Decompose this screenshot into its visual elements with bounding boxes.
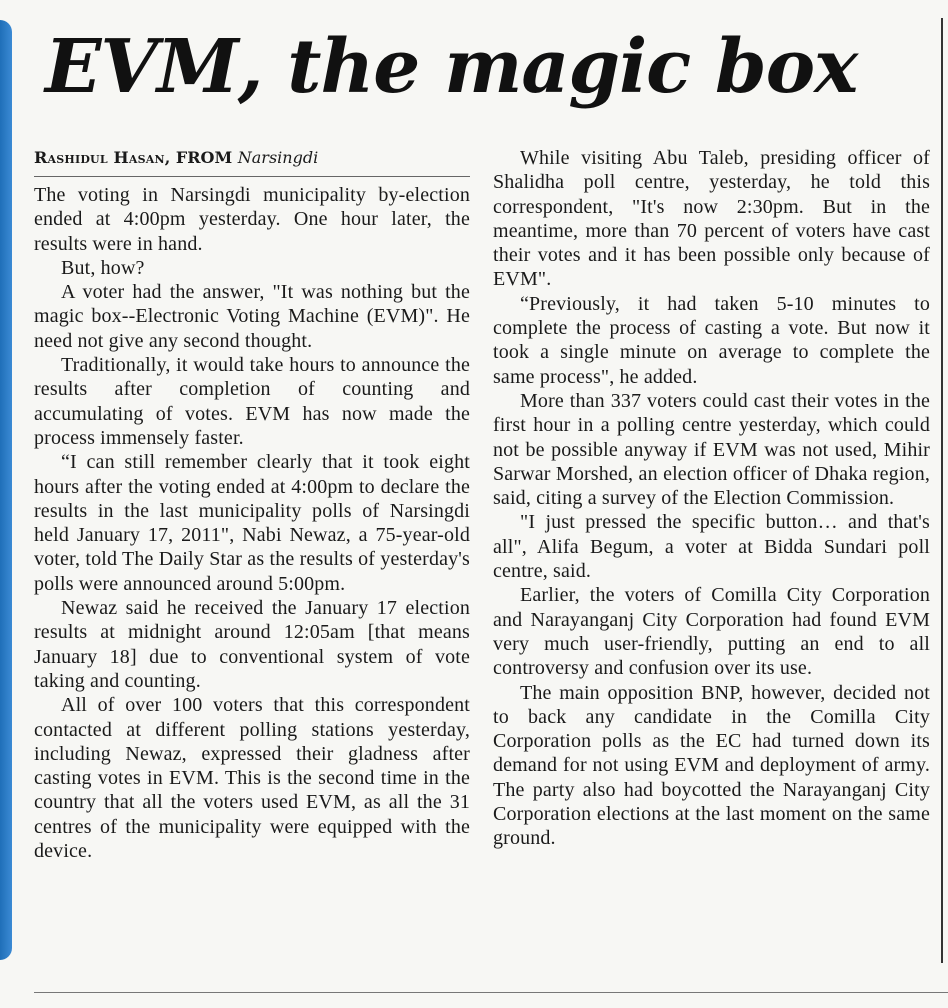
paragraph: While visiting Abu Taleb, presiding officer of Shalidha poll centre, yesterday, he told this correspondent, "It's now 2:30pm. But in the meantime, more than 70 percent of voters have cast their votes and it has been possible only because of EVM". bbox=[493, 147, 930, 291]
paragraph: A voter had the answer, "It was nothing but the magic box--Electronic Voting Machine (EVM)". He need not give any second thought. bbox=[34, 281, 470, 352]
bottom-rule bbox=[34, 992, 948, 993]
right-column bbox=[493, 146, 930, 851]
paragraph: The voting in Narsingdi municipality by-election ended at 4:00pm yesterday. One hour later, the results were in hand. bbox=[34, 184, 470, 255]
right-column-rule bbox=[941, 18, 943, 963]
paragraph: "I just pressed the specific button… and that's all", Alifa Begum, a voter at Bidda Sundari poll centre, said. bbox=[493, 511, 930, 583]
byline-author: Rashidul Hasan bbox=[34, 148, 165, 167]
byline-place: Narsingdi bbox=[237, 148, 319, 167]
paragraph: “I can still remember clearly that it took eight hours after the voting ended at 4:00pm to declare the results in the last municipality polls of Narsingdi held January 17, 2011", Nabi Newaz, a 75-year-old voter, told The Daily Star as the results of yesterday's polls were announced around 5:00pm. bbox=[34, 451, 470, 595]
paragraph: All of over 100 voters that this correspondent contacted at different polling stations yesterday, including Newaz, expressed their gladness after casting votes in EVM. This is the second time in the country that all the voters used EVM, as all the 31 centres of the municipality were equipped with the device. bbox=[34, 694, 470, 863]
paragraph: The main opposition BNP, however, decided not to back any candidate in the Comilla City Corporation polls as the EC had turned down its demand for not using EVM and deployment of army. The party also had boycotted the Narayanganj City Corporation elections at the last moment on the same ground. bbox=[493, 681, 930, 850]
paragraph: Earlier, the voters of Comilla City Corporation and Narayanganj City Corporation had found EVM very much user-friendly, putting an end to all controversy and confusion over its use. bbox=[493, 584, 930, 680]
headline: EVM, the magic box bbox=[45, 24, 858, 110]
paragraph: Newaz said he received the January 17 election results at midnight around 12:05am [that means January 18] due to conventional system of vote taking and counting. bbox=[34, 597, 470, 692]
paragraph: Traditionally, it would take hours to announce the results after completion of counting and accumulating of votes. EVM has now made the process immensely faster. bbox=[34, 354, 470, 449]
paragraph: But, how? bbox=[61, 256, 145, 279]
paragraph: More than 337 voters could cast their votes in the first hour in a polling centre yesterday, which could not be possible anyway if EVM was not used, Mihir Sarwar Morshed, an election officer of Dhaka region, said, citing a survey of the Election Commission. bbox=[493, 389, 930, 510]
left-column bbox=[34, 146, 470, 863]
blue-page-edge bbox=[0, 20, 12, 960]
byline bbox=[34, 146, 470, 177]
byline-from: , FROM bbox=[164, 148, 238, 167]
paragraph: “Previously, it had taken 5-10 minutes to complete the process of casting a vote. But now it took a single minute on average to complete the same process", he added. bbox=[493, 292, 930, 388]
